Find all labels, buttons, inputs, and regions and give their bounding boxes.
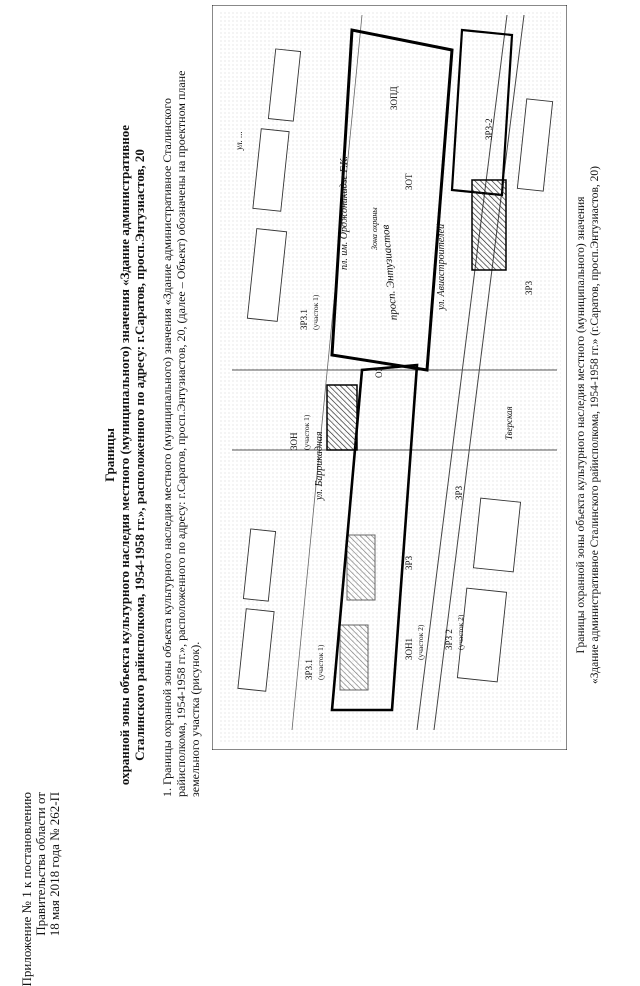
parcel-label: (участок 1)	[311, 294, 320, 330]
caption-line-2: «Здание административное Сталинского райисполкома, 1954-1958 гг.» (г.Саратов, просп.Энтузиастов, 20)	[589, 166, 601, 684]
zone-label: ЗОПД	[389, 86, 399, 110]
zone-label: ЗРЗ 2	[444, 629, 454, 650]
building-block	[473, 498, 520, 572]
street-label: пл. им. Орджоникидзе Г.К.	[339, 155, 350, 270]
zone-label: ЗОН	[289, 432, 299, 450]
appendix-line-2: Правительства области от	[33, 792, 48, 936]
object-building	[472, 180, 506, 270]
caption-line-1: Границы охранной зоны объекта культурного наследия местного (муниципального) значения	[575, 196, 587, 654]
body-line-1: 1. Границы охранной зоны объекта культурного наследия местного (муниципального) значения «Здание административное Сталинского	[160, 98, 174, 797]
hatched-block	[340, 625, 368, 690]
title-line-2: охранной зоны объекта культурного наследия местного (муниципального) значения «Здание административное	[117, 124, 132, 786]
zone-label: ЗРЗ	[454, 485, 464, 500]
parcel-label: (участок 1)	[316, 644, 325, 680]
zone-note: Зона охраны	[370, 207, 379, 250]
zone-label: ЗРЗ.1	[304, 659, 314, 680]
parcel-label: (участок 2)	[456, 614, 465, 650]
appendix-line-3: 18 мая 2018 года № 262-П	[47, 792, 62, 937]
zone-label: ЗРЗ	[524, 280, 534, 295]
street-label: просп. Энтузиастов	[379, 224, 400, 321]
hatched-block	[347, 535, 375, 600]
title-line-3: Сталинского райисполкома, 1954-1958 гг.», расположенного по адресу: г.Саратов, просп.Энтузиастов, 20	[132, 149, 147, 761]
appendix-line-1: Приложение № 1 к постановлению	[19, 792, 34, 986]
title-line-1: Границы	[102, 428, 117, 482]
boundary-map	[212, 5, 567, 750]
parcel-label: (участок 2)	[416, 624, 425, 660]
body-line-3: земельного участка (рисунок).	[188, 641, 202, 797]
zone-label: ЗОН1	[404, 637, 414, 660]
zone-label: ЗРЗ-2	[484, 118, 494, 140]
body-line-2: райисполкома, 1954-1958 гг.», расположенного по адресу: г.Саратов, просп.Энтузиастов, 20, (далее – Объект) обозначены на проектном плане	[174, 70, 188, 797]
street-label: Тверская	[504, 406, 514, 440]
zone-label: ОЗ	[374, 366, 384, 378]
zone-label: ЗРЗ	[404, 555, 414, 570]
zone-label: ЗРЗ.1	[299, 309, 309, 330]
street-label: ул. Баррикадная	[314, 431, 325, 500]
street-label: ул. ...	[234, 131, 244, 150]
street-label: ул. Авиастроителей	[436, 223, 447, 310]
heritage-object	[327, 385, 357, 450]
parcel-label: (участок 1)	[302, 414, 311, 450]
zone-label: ЗОТ	[404, 173, 414, 190]
